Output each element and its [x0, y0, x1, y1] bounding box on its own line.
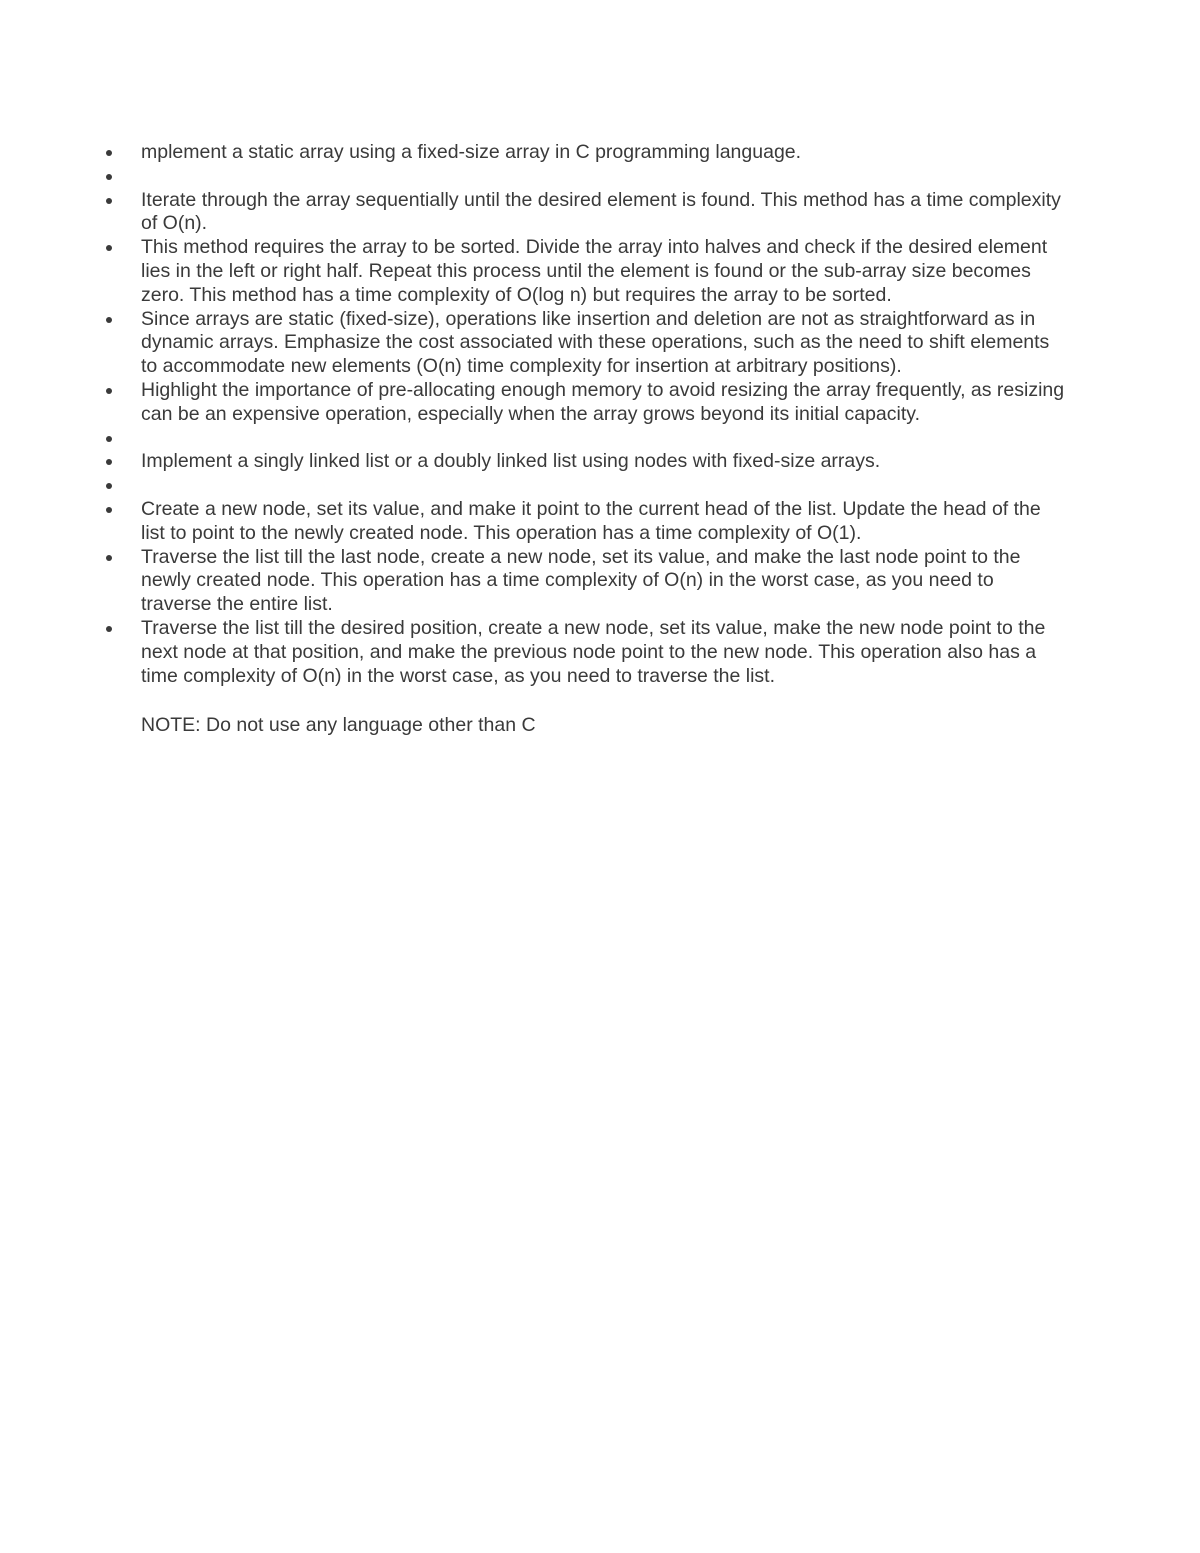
list-item: Traverse the list till the desired position, create a new node, set its value, make the new node point to the next node at that position, and make the previous node point to the new node. This operation also has a time complexity of O(n) in the worst case, as you need to traverse the list.	[141, 617, 1066, 688]
bullet-list	[141, 141, 1066, 688]
list-item: Create a new node, set its value, and make it point to the current head of the list. Update the head of the list to point to the newly created node. This operation has a time complexity of O(1).	[141, 498, 1066, 546]
list-item: Highlight the importance of pre-allocating enough memory to avoid resizing the array frequently, as resizing can be an expensive operation, especially when the array grows beyond its initial capacity.	[141, 378, 1065, 425]
note-text: NOTE: Do not use any language other than C	[141, 714, 536, 737]
list-item: Traverse the list till the last node, create a new node, set its value, and make the last node point to the newly created node. This operation has a time complexity of O(n) in the worst case, as you need to traverse the entire list.	[141, 546, 1066, 617]
list-item: Iterate through the array sequentially until the desired element is found. This method has a time complexity of O(n).	[141, 189, 1066, 237]
list-item: mplement a static array using a fixed-size array in C programming language.	[141, 141, 1066, 165]
list-item	[141, 165, 1066, 189]
list-item	[141, 474, 1066, 498]
list-item	[141, 427, 1066, 451]
list-item: This method requires the array to be sorted. Divide the array into halves and check if the desired element lies in the left or right half. Repeat this process until the element is found or the sub-array size becomes zero. This method has a time complexity of O(log n) but requires the array to be sorted.	[141, 236, 1066, 307]
list-item: Implement a singly linked list or a doubly linked list using nodes with fixed-size arrays.	[141, 450, 1066, 474]
list-item: Since arrays are static (fixed-size), operations like insertion and deletion are not as straightforward as in dynamic arrays. Emphasize the cost associated with these operations, such as the need to shift elements to accommodate new elements (O(n) time complexity for insertion at arbitrary positions).	[141, 308, 1066, 379]
document-content	[141, 141, 1066, 738]
